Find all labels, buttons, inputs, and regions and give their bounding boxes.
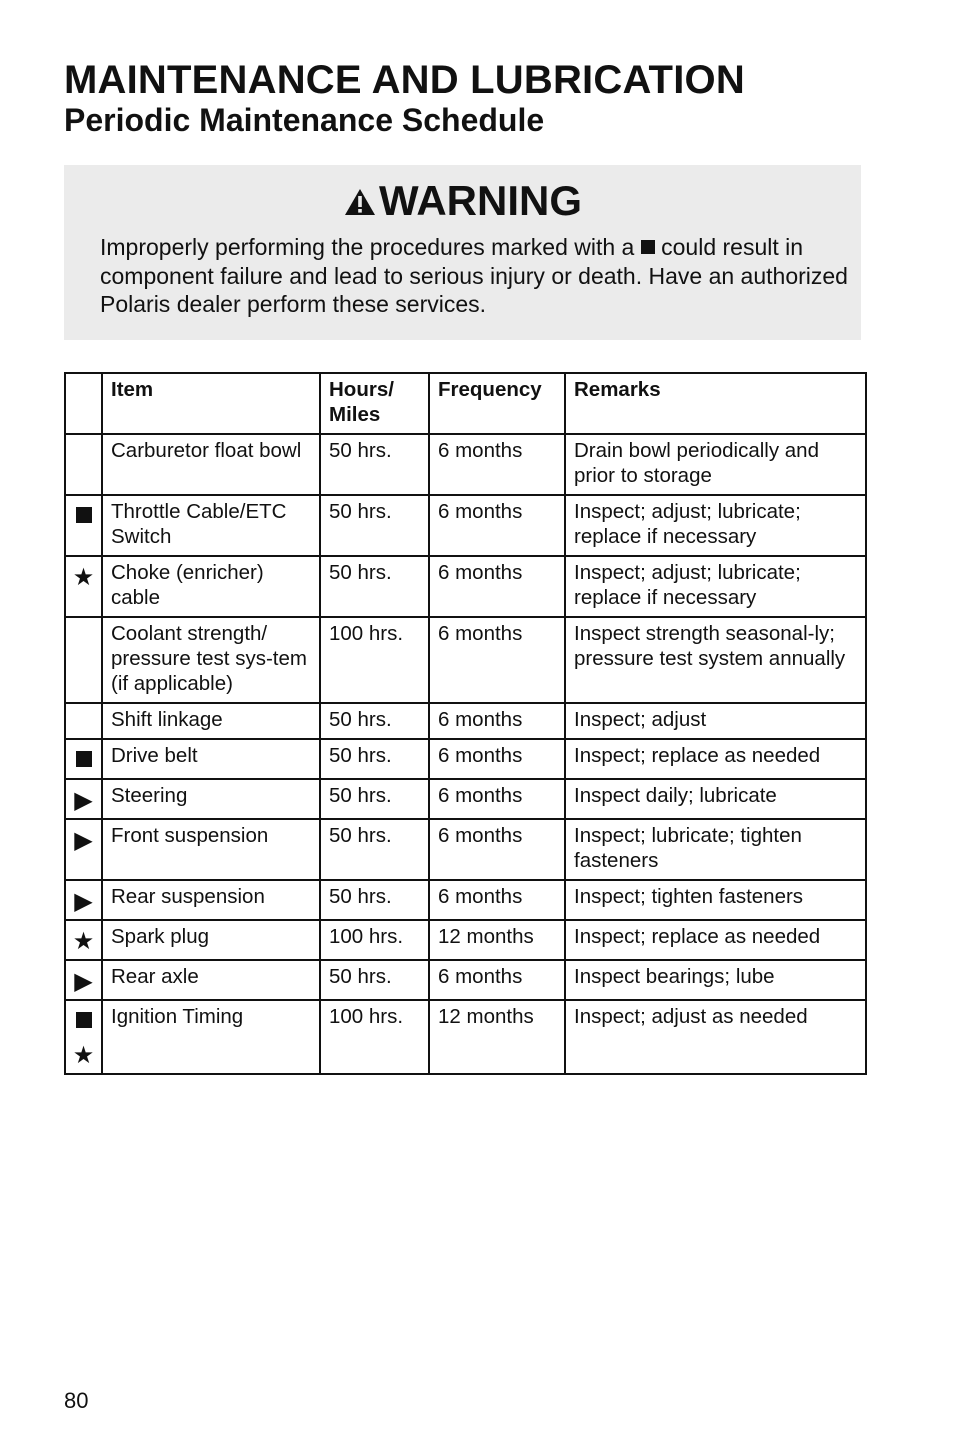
row-frequency: 6 months [429, 556, 565, 617]
row-item: Drive belt [102, 739, 320, 779]
row-hours: 50 hrs. [320, 779, 429, 819]
triangle-symbol-icon: ▶ [74, 787, 93, 814]
row-hours: 50 hrs. [320, 960, 429, 1000]
table-row [65, 819, 866, 880]
row-remarks: Drain bowl periodically and prior to storage [565, 434, 866, 495]
row-hours: 50 hrs. [320, 434, 429, 495]
header-symbol [65, 373, 102, 434]
row-item: Rear suspension [102, 880, 320, 920]
warning-text-end: could result in component failure and lead to serious injury or death. Have an authorized Polaris dealer perform these services. [100, 234, 848, 317]
warning-box [64, 165, 861, 340]
row-hours: 50 hrs. [320, 495, 429, 556]
row-symbol-cell [65, 556, 102, 617]
row-remarks: Inspect; adjust; lubricate; replace if necessary [565, 556, 866, 617]
triangle-symbol-icon: ▶ [74, 968, 93, 995]
row-item: Rear axle [102, 960, 320, 1000]
row-frequency: 6 months [429, 880, 565, 920]
star-symbol-icon: ★ [72, 564, 95, 591]
row-symbol-cell [65, 739, 102, 779]
star-symbol-icon: ★ [72, 1042, 95, 1069]
page-title: MAINTENANCE AND LUBRICATION [64, 58, 745, 102]
row-hours: 50 hrs. [320, 739, 429, 779]
row-symbol-cell [65, 880, 102, 920]
square-symbol-icon [66, 744, 101, 778]
row-symbol-cell [65, 1000, 102, 1074]
row-symbol-cell [65, 779, 102, 819]
page-number: 80 [64, 1388, 89, 1413]
triangle-symbol-icon: ▶ [74, 827, 93, 854]
row-hours: 50 hrs. [320, 703, 429, 739]
warning-text [100, 233, 856, 319]
square-symbol-icon [641, 240, 655, 254]
row-remarks: Inspect; lubricate; tighten fasteners [565, 819, 866, 880]
table-row [65, 556, 866, 617]
table-row [65, 1000, 866, 1074]
row-hours: 50 hrs. [320, 880, 429, 920]
row-symbol-cell [65, 434, 102, 495]
table-row [65, 960, 866, 1000]
row-symbol-cell [65, 920, 102, 960]
row-remarks: Inspect; replace as needed [565, 920, 866, 960]
row-frequency: 6 months [429, 617, 565, 703]
table-row [65, 739, 866, 779]
warning-heading [64, 177, 861, 225]
row-item: Steering [102, 779, 320, 819]
triangle-symbol-icon: ▶ [74, 888, 93, 915]
row-frequency: 6 months [429, 495, 565, 556]
row-remarks: Inspect; adjust [565, 703, 866, 739]
row-remarks: Inspect strength seasonal-ly; pressure test system annually [565, 617, 866, 703]
warning-text-start: Improperly performing the procedures marked with a [100, 234, 635, 260]
row-remarks: Inspect; replace as needed [565, 739, 866, 779]
table-row [65, 880, 866, 920]
row-item: Coolant strength/ pressure test sys-tem (if applicable) [102, 617, 320, 703]
row-hours: 50 hrs. [320, 556, 429, 617]
row-item: Front suspension [102, 819, 320, 880]
header-remarks: Remarks [565, 373, 866, 434]
row-hours: 100 hrs. [320, 1000, 429, 1074]
warning-triangle-icon [343, 187, 377, 217]
header-hours: Hours/ Miles [320, 373, 429, 434]
row-hours: 50 hrs. [320, 819, 429, 880]
table-row [65, 920, 866, 960]
row-frequency: 12 months [429, 1000, 565, 1074]
row-symbol-cell [65, 703, 102, 739]
header-frequency: Frequency [429, 373, 565, 434]
row-symbol-cell [65, 495, 102, 556]
row-item: Carburetor float bowl [102, 434, 320, 495]
row-frequency: 6 months [429, 819, 565, 880]
row-frequency: 6 months [429, 434, 565, 495]
table-body [65, 434, 866, 1074]
warning-heading-label: WARNING [379, 177, 582, 224]
row-remarks: Inspect; tighten fasteners [565, 880, 866, 920]
square-shape [76, 507, 92, 523]
row-remarks: Inspect bearings; lube [565, 960, 866, 1000]
row-remarks: Inspect daily; lubricate [565, 779, 866, 819]
row-item: Throttle Cable/ETC Switch [102, 495, 320, 556]
row-symbol-cell [65, 617, 102, 703]
maintenance-schedule-table [64, 372, 867, 1075]
row-frequency: 6 months [429, 703, 565, 739]
row-symbol-cell [65, 819, 102, 880]
row-item: Shift linkage [102, 703, 320, 739]
table-row [65, 703, 866, 739]
row-frequency: 6 months [429, 960, 565, 1000]
row-item: Choke (enricher) cable [102, 556, 320, 617]
table-row [65, 779, 866, 819]
header-item: Item [102, 373, 320, 434]
table-row [65, 617, 866, 703]
star-symbol-icon: ★ [72, 928, 95, 955]
table-row [65, 495, 866, 556]
row-hours: 100 hrs. [320, 617, 429, 703]
page-subtitle: Periodic Maintenance Schedule [64, 102, 545, 138]
row-frequency: 6 months [429, 779, 565, 819]
row-item: Spark plug [102, 920, 320, 960]
row-remarks: Inspect; adjust; lubricate; replace if necessary [565, 495, 866, 556]
table-row [65, 434, 866, 495]
row-frequency: 6 months [429, 739, 565, 779]
row-symbol-cell [65, 960, 102, 1000]
row-hours: 100 hrs. [320, 920, 429, 960]
square-symbol-icon [66, 1005, 101, 1039]
row-frequency: 12 months [429, 920, 565, 960]
square-shape [76, 751, 92, 767]
row-item: Ignition Timing [102, 1000, 320, 1074]
row-remarks: Inspect; adjust as needed [565, 1000, 866, 1074]
square-symbol-icon [66, 500, 101, 534]
square-shape [76, 1012, 92, 1028]
table-header-row [65, 373, 866, 434]
